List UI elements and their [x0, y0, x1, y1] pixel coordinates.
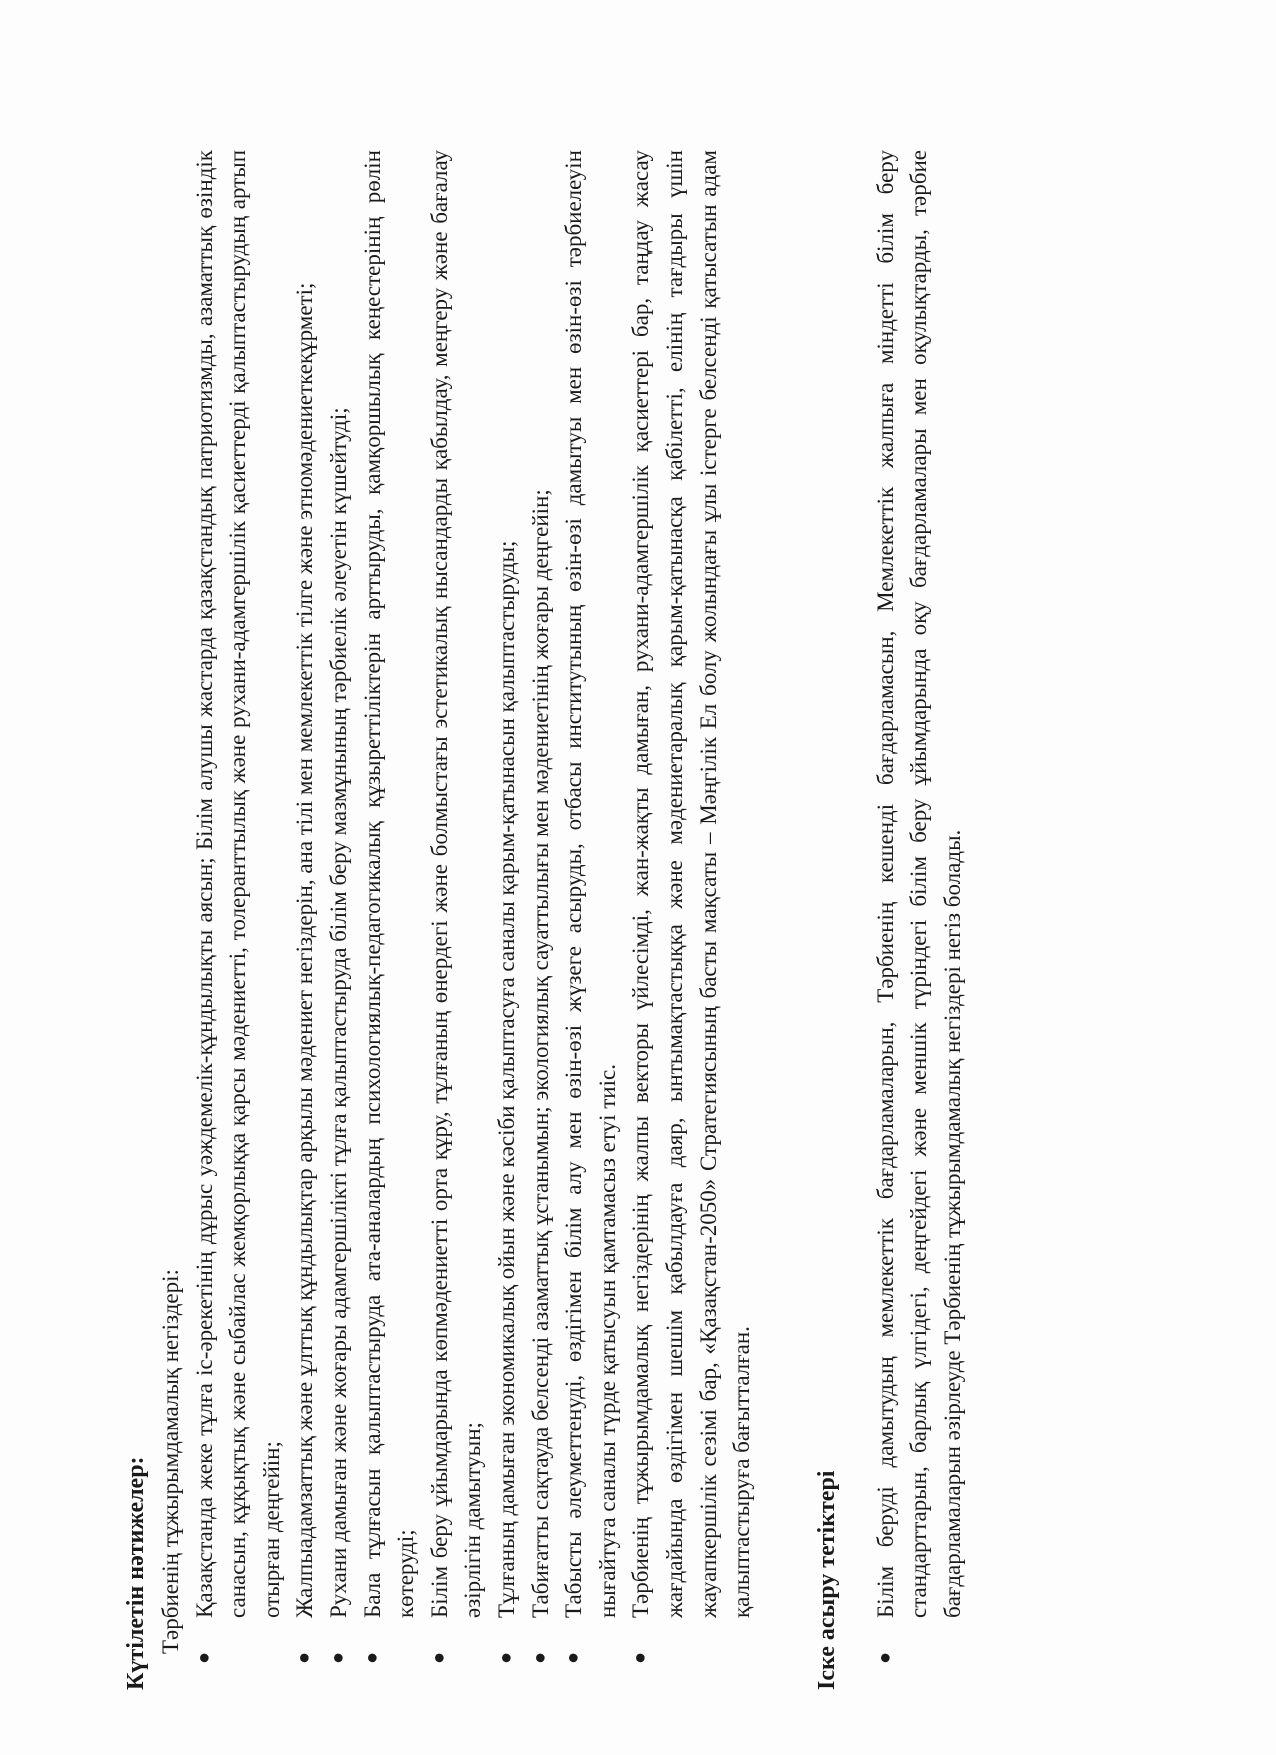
bullet-icon: ●: [427, 1651, 450, 1664]
bullet-icon: ●: [629, 1651, 652, 1664]
section-gap: [759, 150, 811, 1690]
section-title-expected-results: Күтілетін нәтижелер:: [123, 1456, 149, 1690]
bullet-icon: ●: [494, 1651, 517, 1664]
bullet-icon: ●: [192, 1651, 215, 1664]
list-item: ● Табысты әлеуметтенуді, өздігімен білім алу мен өзін-өзі жүзеге асыруды, отбасы институтының өзін-өзі дамытуы мен өзін-өзі тәрбиелеуін нығайтуға саналы түрде қатысуын қамтамасыз етуі тиіс.: [557, 150, 624, 1690]
bullet-icon: ●: [360, 1651, 383, 1664]
list-item: ● Рухани дамыған және жоғары адамгершілікті тұлға қалыптастыруда білім беру мазмұнының тәрбиелік әлеуетін күшейтуді;: [322, 150, 356, 1690]
bullet-icon: ●: [873, 1651, 896, 1664]
section-intro: Тәрбиенің тұжырымдамалық негіздері:: [158, 1269, 183, 1654]
bullet-icon: ●: [562, 1651, 585, 1664]
list-item: ● Тәрбиенің тұжырымдамалық негіздерінің жалпы векторы үйлесімді, жан-жақты дамыған, рухани-адамгершілік қасиеттері бар, таңдау жасау жағдайында өздігімен шешім қабылдауға даяр, ынтымақтастыққа және мәдениетаралық қарым-қатынасқа қабілетті, елінің тағдыры үшін жауапкершілік сезімі бар, «Қазақстан-2050» Стратегиясының басты мақсаты – Мәңгілік Ел болу жолындағы ұлы істерге белсенді қатысатын адам қалыптастыруға бағытталған.: [624, 150, 758, 1690]
list-item: ● Қазақстанда жеке тұлға іс-әрекетінің дұрыс уәждемелік-құндылықты аясын; Білім алушы жастарда қазақстандық патриотизмды, азаматтық өзіндік санасын, құқықтық және сыбайлас жемқорлыққа қарсы мәдениетті, толеранттылық және рухани-адамгершілік қасиеттерді қалыптастырудың артып отырған деңгейін;: [188, 150, 289, 1690]
section-title-implementation: Іске асыру тетіктері: [813, 1470, 840, 1690]
expected-results-list: [188, 150, 759, 1690]
list-item: ● Білім беру ұйымдарында көпмәдениетті орта құру, тұлғаның өнердегі және болмыстағы эстетикалық нысандарды қабылдау, меңгеру және бағалау әзірлігін дамытуын;: [423, 150, 490, 1690]
list-item: ● Табиғатты сақтауда белсенді азаматтық ұстанымын; экологиялық сауаттылығы мен мәдениетінің жоғары деңгейін;: [524, 150, 558, 1690]
bullet-icon: ●: [528, 1651, 551, 1664]
bullet-icon: ●: [293, 1651, 316, 1664]
bullet-icon: ●: [326, 1651, 349, 1664]
list-item: ● Білім беруді дамытудың мемлекеттік бағдарламаларын, Тәрбиенің кешенді бағдарламасын, Мемлекеттік жалпыға міндетті білім беру стандарттарын, барлық үлгідегі, деңгейдегі және меншік түріндегі білім беру ұйымдарында оқу бағдарламалары мен оқулықтарды, тәрбие бағдарламаларын әзірлеуде Тәрбиенің тұжырымдамалық негіздері негіз болады.: [869, 150, 970, 1690]
list-item: ● Тұлғаның дамыған экономикалық ойын және кәсіби қалыптасуға саналы қарым-қатынасын қалыптастыруды;: [490, 150, 524, 1690]
list-item: ● Жалпыадамзаттық және ұлттық құндылықтар арқылы мәдениет негіздерін, ана тілі мен мемлекеттік тілге және этномәдениеткеқұрметі;: [288, 150, 322, 1690]
implementation-list: [869, 150, 970, 1690]
list-item: ● Бала тұлғасын қалыптастыруда ата-аналардың психологиялық-педагогикалық құзыреттіліктерін арттыруды, қамқоршылық кеңестерінің рөлін көтеруді;: [356, 150, 423, 1690]
rotated-content: [120, 150, 1120, 1690]
